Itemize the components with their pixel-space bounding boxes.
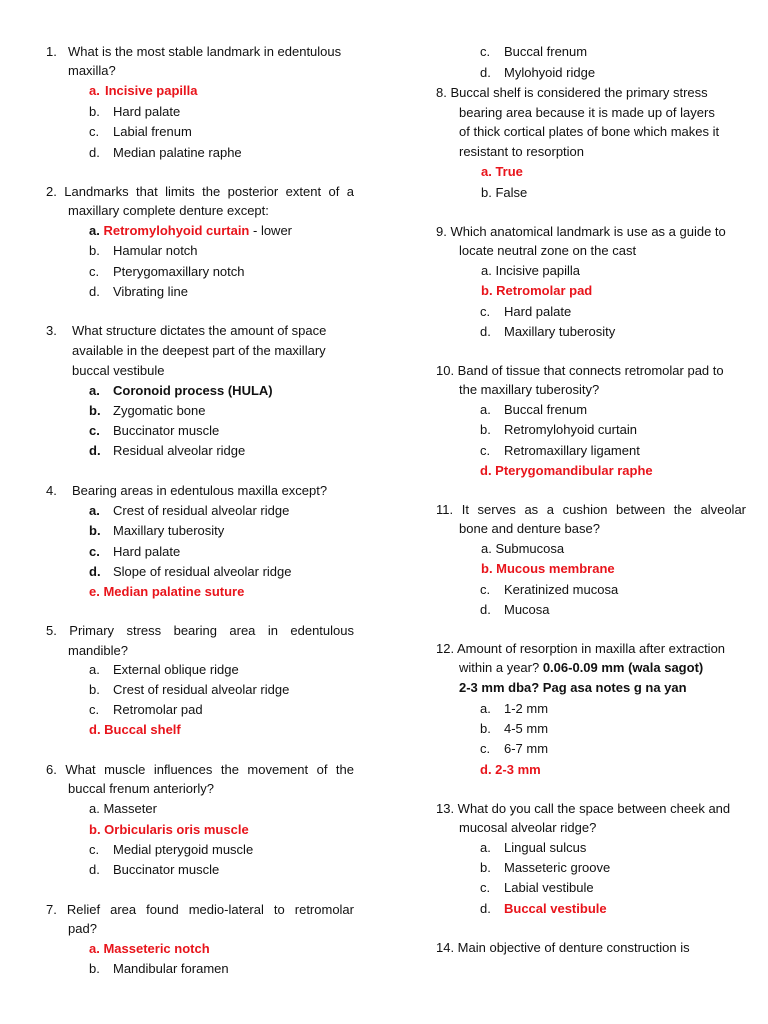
q8-question-line1: 8. Buccal shelf is considered the primary stress [436, 85, 708, 100]
q2-option-b-text: Hamular notch [113, 243, 198, 258]
q11-question-line1: 11. It serves as a cushion between the alveolar [436, 502, 746, 517]
q5-answer: d. Buccal shelf [89, 722, 181, 737]
q7-question-line2: pad? [68, 921, 97, 936]
q7-option-d-text: Mylohyoid ridge [504, 65, 596, 80]
q8-question-line2: bearing area because it is made up of layers [459, 105, 715, 120]
q1-option-d-text: Median palatine raphe [113, 145, 242, 160]
q4-option-d-text: Slope of residual alveolar ridge [113, 564, 292, 579]
q10-answer: d. Pterygomandibular raphe [480, 463, 653, 478]
q9-option-a: a. Incisive papilla [481, 263, 580, 278]
q12-question-line2 [459, 660, 703, 676]
q12-option-b-letter: b. [480, 721, 491, 736]
q6-option-c-letter: c. [89, 842, 100, 857]
q13-question-line1: 13. What do you call the space between cheek and [436, 801, 731, 816]
q4-option-c-letter: c. [89, 544, 100, 559]
q3-option-c-text: Buccinator muscle [113, 423, 220, 438]
q13-option-a-text: Lingual sulcus [504, 840, 587, 855]
q3-question-line3: buccal vestibule [72, 363, 165, 378]
q5-option-b-letter: b. [89, 682, 100, 697]
q13-option-b-letter: b. [480, 860, 491, 875]
q9-answer: b. Retromolar pad [481, 283, 593, 298]
q6-answer: b. Orbicularis oris muscle [89, 822, 249, 837]
q4-question-line1: Bearing areas in edentulous maxilla except? [72, 483, 328, 498]
q12-option-a-letter: a. [480, 701, 491, 716]
q11-answer: b. Mucous membrane [481, 561, 615, 576]
q11-option-a: a. Submucosa [481, 541, 565, 556]
q5-question-line2: mandible? [68, 643, 128, 658]
q11-option-d-text: Mucosa [504, 602, 550, 617]
q3-option-a-letter: a. [89, 383, 100, 398]
q9-option-c-letter: c. [480, 304, 491, 319]
q4-option-c-text: Hard palate [113, 544, 181, 559]
q2-question-line2: maxillary complete denture except: [68, 203, 269, 218]
q4-answer: e. Median palatine suture [89, 584, 245, 599]
q4-option-b-letter: b. [89, 523, 101, 538]
q1-option-c-letter: c. [89, 124, 100, 139]
q8-question-line3: of thick cortical plates of bone which makes it [459, 124, 720, 139]
q6-question-line1: 6. What muscle influences the movement of the [46, 762, 354, 777]
q6-question-line2: buccal frenum anteriorly? [68, 781, 214, 796]
q9-option-d-text: Maxillary tuberosity [504, 324, 616, 339]
q4-option-d-letter: d. [89, 564, 101, 579]
q13-answer: Buccal vestibule [504, 901, 607, 916]
q2-question-line1: 2. Landmarks that limits the posterior extent of a [46, 184, 354, 199]
q3-option-c-letter: c. [89, 423, 100, 438]
q12-option-a-text: 1-2 mm [504, 701, 549, 716]
q13-option-b-text: Masseteric groove [504, 860, 611, 875]
q4-number: 4. [46, 483, 57, 498]
q2-option-c-text: Pterygomaxillary notch [113, 264, 245, 279]
q4-option-a-letter: a. [89, 503, 100, 518]
q8-answer: a. True [481, 164, 523, 179]
q12-note-line: 2-3 mm dba? Pag asa notes g na yan [459, 680, 687, 695]
q1-option-d-letter: d. [89, 145, 100, 160]
q12-option-c-text: 6-7 mm [504, 741, 549, 756]
q7-option-c-text: Buccal frenum [504, 44, 588, 59]
q6-option-a: a. Masseter [89, 801, 157, 816]
q12-answer: d. 2-3 mm [480, 762, 541, 777]
q5-option-b-text: Crest of residual alveolar ridge [113, 682, 290, 697]
q3-question-line2: available in the deepest part of the maxillary [72, 343, 326, 358]
q5-option-a-letter: a. [89, 662, 100, 677]
q6-option-c-text: Medial pterygoid muscle [113, 842, 254, 857]
q11-option-c-letter: c. [480, 582, 491, 597]
q5-option-c-letter: c. [89, 702, 100, 717]
q5-option-a-text: External oblique ridge [113, 662, 239, 677]
q1-option-a-text: Incisive papilla [105, 83, 198, 98]
q3-number: 3. [46, 323, 57, 338]
q7-option-d-letter: d. [480, 65, 491, 80]
q3-option-d-letter: d. [89, 443, 101, 458]
q10-option-c-text: Retromaxillary ligament [504, 443, 640, 458]
q1-question-line1: What is the most stable landmark in edentulous [68, 44, 342, 59]
q6-option-d-letter: d. [89, 862, 100, 877]
q6-option-d-text: Buccinator muscle [113, 862, 220, 877]
q2-option-c-letter: c. [89, 264, 100, 279]
q5-option-c-text: Retromolar pad [113, 702, 203, 717]
q10-option-c-letter: c. [480, 443, 491, 458]
q13-option-c-letter: c. [480, 880, 491, 895]
q8-option-b: b. False [481, 185, 528, 200]
q12-option-b-text: 4-5 mm [504, 721, 549, 736]
q1-option-a-answer: a. [89, 83, 100, 98]
q3-option-d-text: Residual alveolar ridge [113, 443, 246, 458]
q2-option-b-letter: b. [89, 243, 100, 258]
q7-question-line1: 7. Relief area found medio-lateral to retromolar [46, 902, 354, 917]
q9-option-d-letter: d. [480, 324, 491, 339]
q11-option-d-letter: d. [480, 602, 491, 617]
q1-option-c-text: Labial frenum [113, 124, 192, 139]
q14-question-line1: 14. Main objective of denture construction is [436, 940, 690, 955]
q7-option-b-letter: b. [89, 961, 100, 976]
q7-option-b-text: Mandibular foramen [113, 961, 229, 976]
q2-answer [89, 223, 292, 239]
q1-option-b-letter: b. [89, 104, 100, 119]
q2-option-d-letter: d. [89, 284, 100, 299]
q12-question-line1: 12. Amount of resorption in maxilla after extraction [436, 641, 726, 656]
q10-option-b-text: Retromylohyoid curtain [504, 422, 637, 437]
q3-option-a-text: Coronoid process (HULA) [113, 383, 273, 398]
q10-option-b-letter: b. [480, 422, 491, 437]
q2-option-d-text: Vibrating line [113, 284, 188, 299]
q3-option-b-letter: b. [89, 403, 101, 418]
q7-option-c-letter: c. [480, 44, 491, 59]
q10-question-line1: 10. Band of tissue that connects retromolar pad to [436, 363, 724, 378]
q7-answer: a. Masseteric notch [89, 941, 210, 956]
q13-option-c-text: Labial vestibule [504, 880, 594, 895]
q13-option-d-letter: d. [480, 901, 491, 916]
q4-option-a-text: Crest of residual alveolar ridge [113, 503, 290, 518]
q9-question-line1: 9. Which anatomical landmark is use as a guide to [436, 224, 726, 239]
q1-question-line2: maxilla? [68, 63, 116, 78]
q9-question-line2: locate neutral zone on the cast [459, 243, 637, 258]
q13-question-line2: mucosal alveolar ridge? [459, 820, 597, 835]
q12-option-c-letter: c. [480, 741, 491, 756]
q12-note-answer: 0.06-0.09 mm (wala sagot) [542, 660, 704, 675]
q10-option-a-text: Buccal frenum [504, 402, 588, 417]
q4-option-b-text: Maxillary tuberosity [113, 523, 225, 538]
q13-option-a-letter: a. [480, 840, 491, 855]
q11-question-line2: bone and denture base? [459, 521, 600, 536]
q2-answer-note: - lower [249, 223, 293, 238]
q11-option-c-text: Keratinized mucosa [504, 582, 619, 597]
q1-number: 1. [46, 44, 57, 59]
q12-question-line2-text: within a year? [459, 660, 543, 675]
q9-option-c-text: Hard palate [504, 304, 572, 319]
q5-question-line1: 5. Primary stress bearing area in edentulous [46, 623, 354, 638]
q10-option-a-letter: a. [480, 402, 491, 417]
q2-answer-text: Retromylohyoid curtain [103, 223, 250, 238]
q3-option-b-text: Zygomatic bone [113, 403, 206, 418]
q2-answer-letter: a. [89, 223, 100, 238]
q8-question-line4: resistant to resorption [459, 144, 585, 159]
q3-question-line1: What structure dictates the amount of space [72, 323, 327, 338]
q10-question-line2: the maxillary tuberosity? [459, 382, 600, 397]
q1-option-b-text: Hard palate [113, 104, 181, 119]
